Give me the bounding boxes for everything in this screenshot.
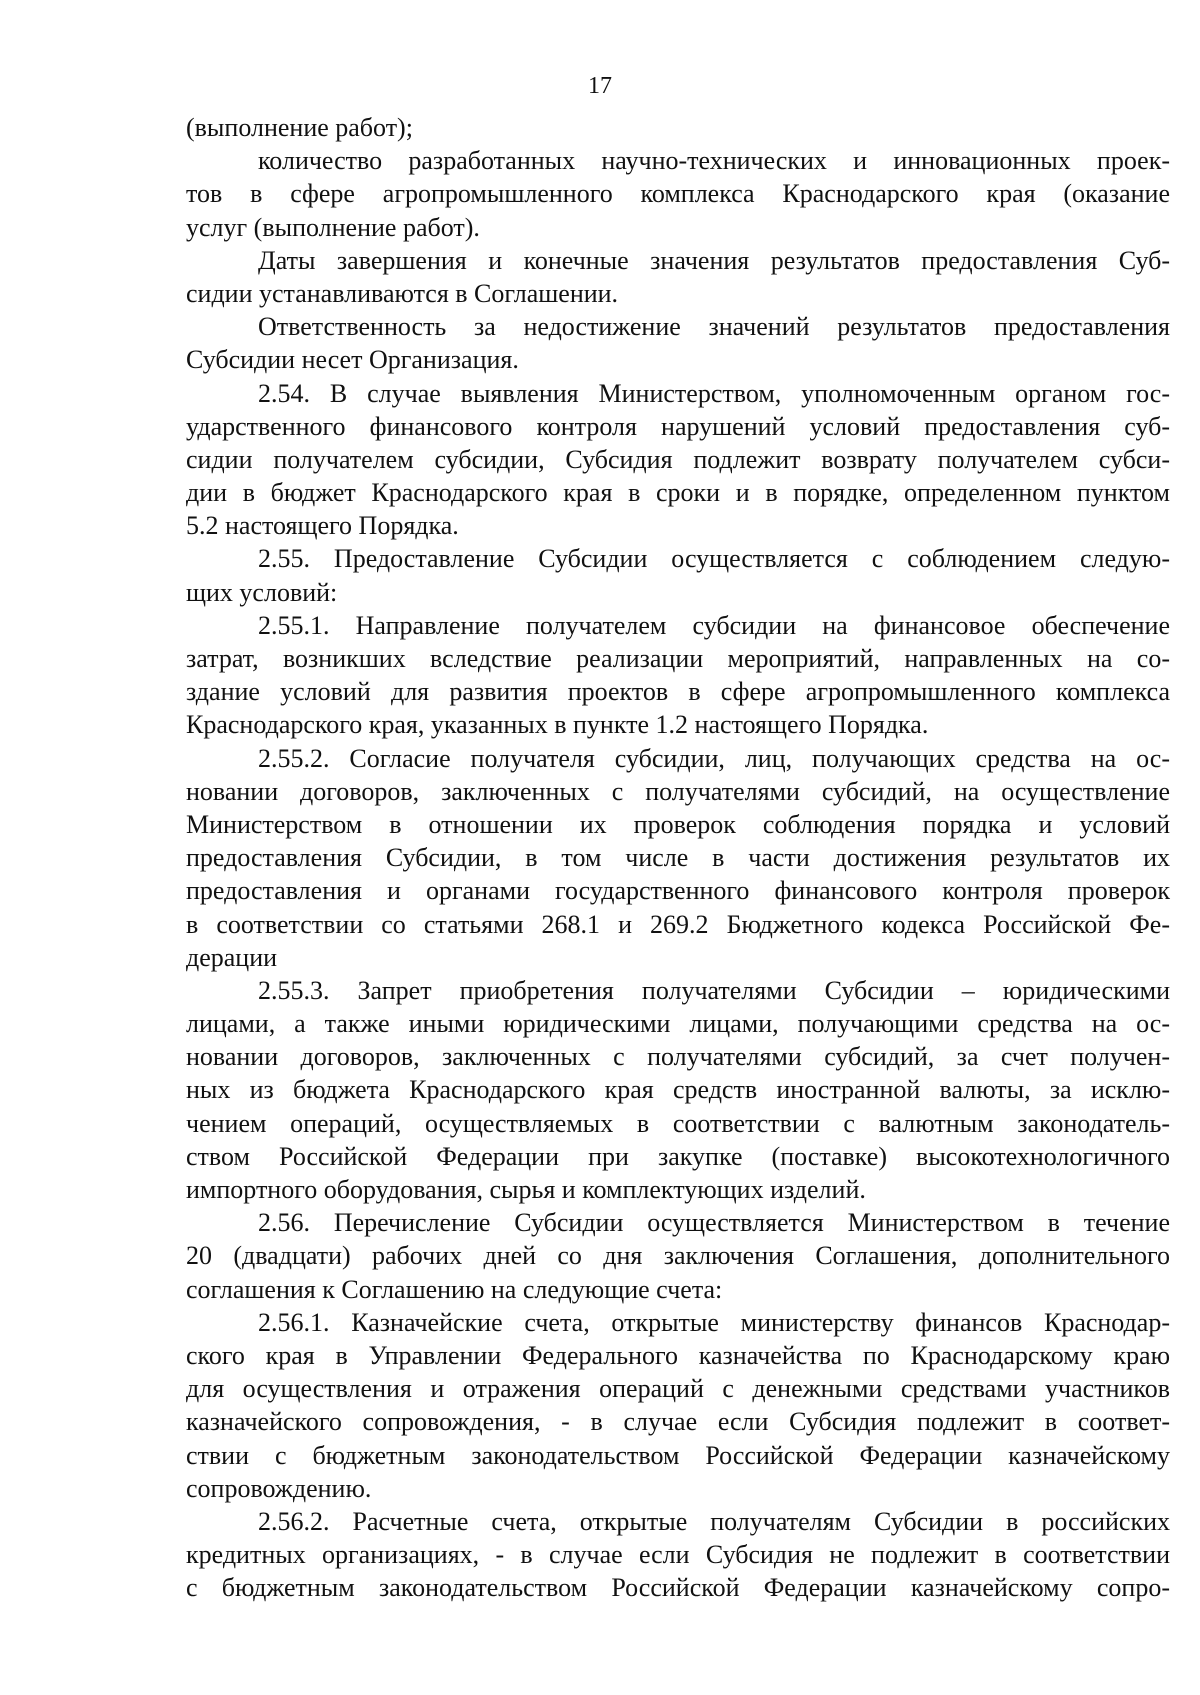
paragraph <box>186 1206 1170 1306</box>
text-line: Субсидии несет Организация. <box>186 345 519 375</box>
text-line: ударственного финансового контроля нарушений условий предоставления суб- <box>186 411 1170 441</box>
paragraph <box>186 609 1170 742</box>
paragraph <box>186 377 1170 543</box>
text-line: предоставления Субсидии, в том числе в части достижения результатов их <box>186 843 1170 873</box>
paragraph <box>186 244 1170 310</box>
text-line: в соответствии со статьями 268.1 и 269.2 Бюджетного кодекса Российской Фе- <box>186 909 1170 939</box>
text-line: здание условий для развития проектов в сфере агропромышленного комплекса <box>186 677 1170 707</box>
text-line: 5.2 настоящего Порядка. <box>186 511 459 541</box>
text-line: казначейского сопровождения, - в случае если Субсидия подлежит в соответ- <box>186 1407 1170 1437</box>
text-line: сидии получателем субсидии, Субсидия подлежит возврату получателем субси- <box>186 444 1170 474</box>
text-line: новании договоров, заключенных с получателями субсидий, за счет получен- <box>186 1042 1170 1072</box>
text-line: с бюджетным законодательством Российской Федерации казначейскому сопро- <box>186 1573 1170 1603</box>
paragraph <box>186 310 1170 376</box>
text-line: (выполнение работ); <box>186 113 413 142</box>
paragraph <box>186 974 1170 1206</box>
page-number: 17 <box>588 73 612 99</box>
text-line: предоставления и органами государственного финансового контроля проверок <box>186 876 1170 906</box>
text-line: чением операций, осуществляемых в соответствии с валютным законодатель- <box>186 1108 1170 1138</box>
text-line: сидии устанавливаются в Соглашении. <box>186 278 619 308</box>
text-line: ствии с бюджетным законодательством Российской Федерации казначейскому <box>186 1440 1170 1470</box>
text-line: Министерством в отношении их проверок соблюдения порядка и условий <box>186 809 1170 839</box>
text-line: ных из бюджета Краснодарского края средств иностранной валюты, за исклю- <box>186 1075 1170 1105</box>
text-line: Краснодарского края, указанных в пункте 1.2 настоящего Порядка. <box>186 710 929 740</box>
text-line: тов в сфере агропромышленного комплекса Краснодарского края (оказание <box>186 179 1170 209</box>
text-line: ского края в Управлении Федерального казначейства по Краснодарскому краю <box>186 1340 1170 1370</box>
paragraph <box>186 742 1170 974</box>
text-line: 2.56.1. Казначейские счета, открытые министерству финансов Краснодар- <box>258 1307 1170 1337</box>
text-line: соглашения к Соглашению на следующие счета: <box>186 1274 723 1304</box>
text-line: 2.55. Предоставление Субсидии осуществляется с соблюдением следую- <box>258 544 1170 574</box>
text-line: 2.54. В случае выявления Министерством, уполномоченным органом гос- <box>258 378 1170 408</box>
text-line: лицами, а также иными юридическими лицами, получающими средства на ос- <box>186 1009 1170 1039</box>
text-line: 2.56.2. Расчетные счета, открытые получателям Субсидии в российских <box>258 1506 1170 1536</box>
text-line: 2.56. Перечисление Субсидии осуществляется Министерством в течение <box>258 1208 1170 1238</box>
text-line: 2.55.3. Запрет приобретения получателями Субсидии – юридическими <box>258 975 1170 1005</box>
text-line: дии в бюджет Краснодарского края в сроки и в порядке, определенном пунктом <box>186 478 1170 508</box>
text-line: дерации <box>186 942 278 972</box>
text-line: новании договоров, заключенных с получателями субсидий, на осуществление <box>186 776 1170 806</box>
paragraph <box>186 144 1170 244</box>
text-line: затрат, возникших вследствие реализации мероприятий, направленных на со- <box>186 644 1170 673</box>
paragraph <box>186 1505 1170 1605</box>
text-line: щих условий: <box>186 577 338 607</box>
text-line: 20 (двадцати) рабочих дней со дня заключения Соглашения, дополнительного <box>186 1241 1170 1271</box>
text-line: ством Российской Федерации при закупке (поставке) высокотехнологичного <box>186 1141 1170 1171</box>
text-line: Ответственность за недостижение значений результатов предоставления <box>258 312 1170 342</box>
text-line: кредитных организациях, - в случае если Субсидия не подлежит в соответствии <box>186 1540 1170 1570</box>
text-line: услуг (выполнение работ). <box>186 212 480 242</box>
paragraph <box>186 542 1170 608</box>
paragraph <box>186 111 1170 144</box>
text-line: сопровождению. <box>186 1473 372 1503</box>
text-line: 2.55.1. Направление получателем субсидии на финансовое обеспечение <box>258 610 1170 640</box>
text-line: импортного оборудования, сырья и комплектующих изделий. <box>186 1175 866 1204</box>
text-line: для осуществления и отражения операций с денежными средствами участников <box>186 1374 1170 1404</box>
document-body <box>186 111 1170 1604</box>
text-line: 2.55.2. Согласие получателя субсидии, лиц, получающих средства на ос- <box>258 743 1170 773</box>
text-line: Даты завершения и конечные значения результатов предоставления Суб- <box>258 245 1170 275</box>
paragraph <box>186 1306 1170 1505</box>
text-line: количество разработанных научно-технических и инновационных проек- <box>258 146 1170 176</box>
